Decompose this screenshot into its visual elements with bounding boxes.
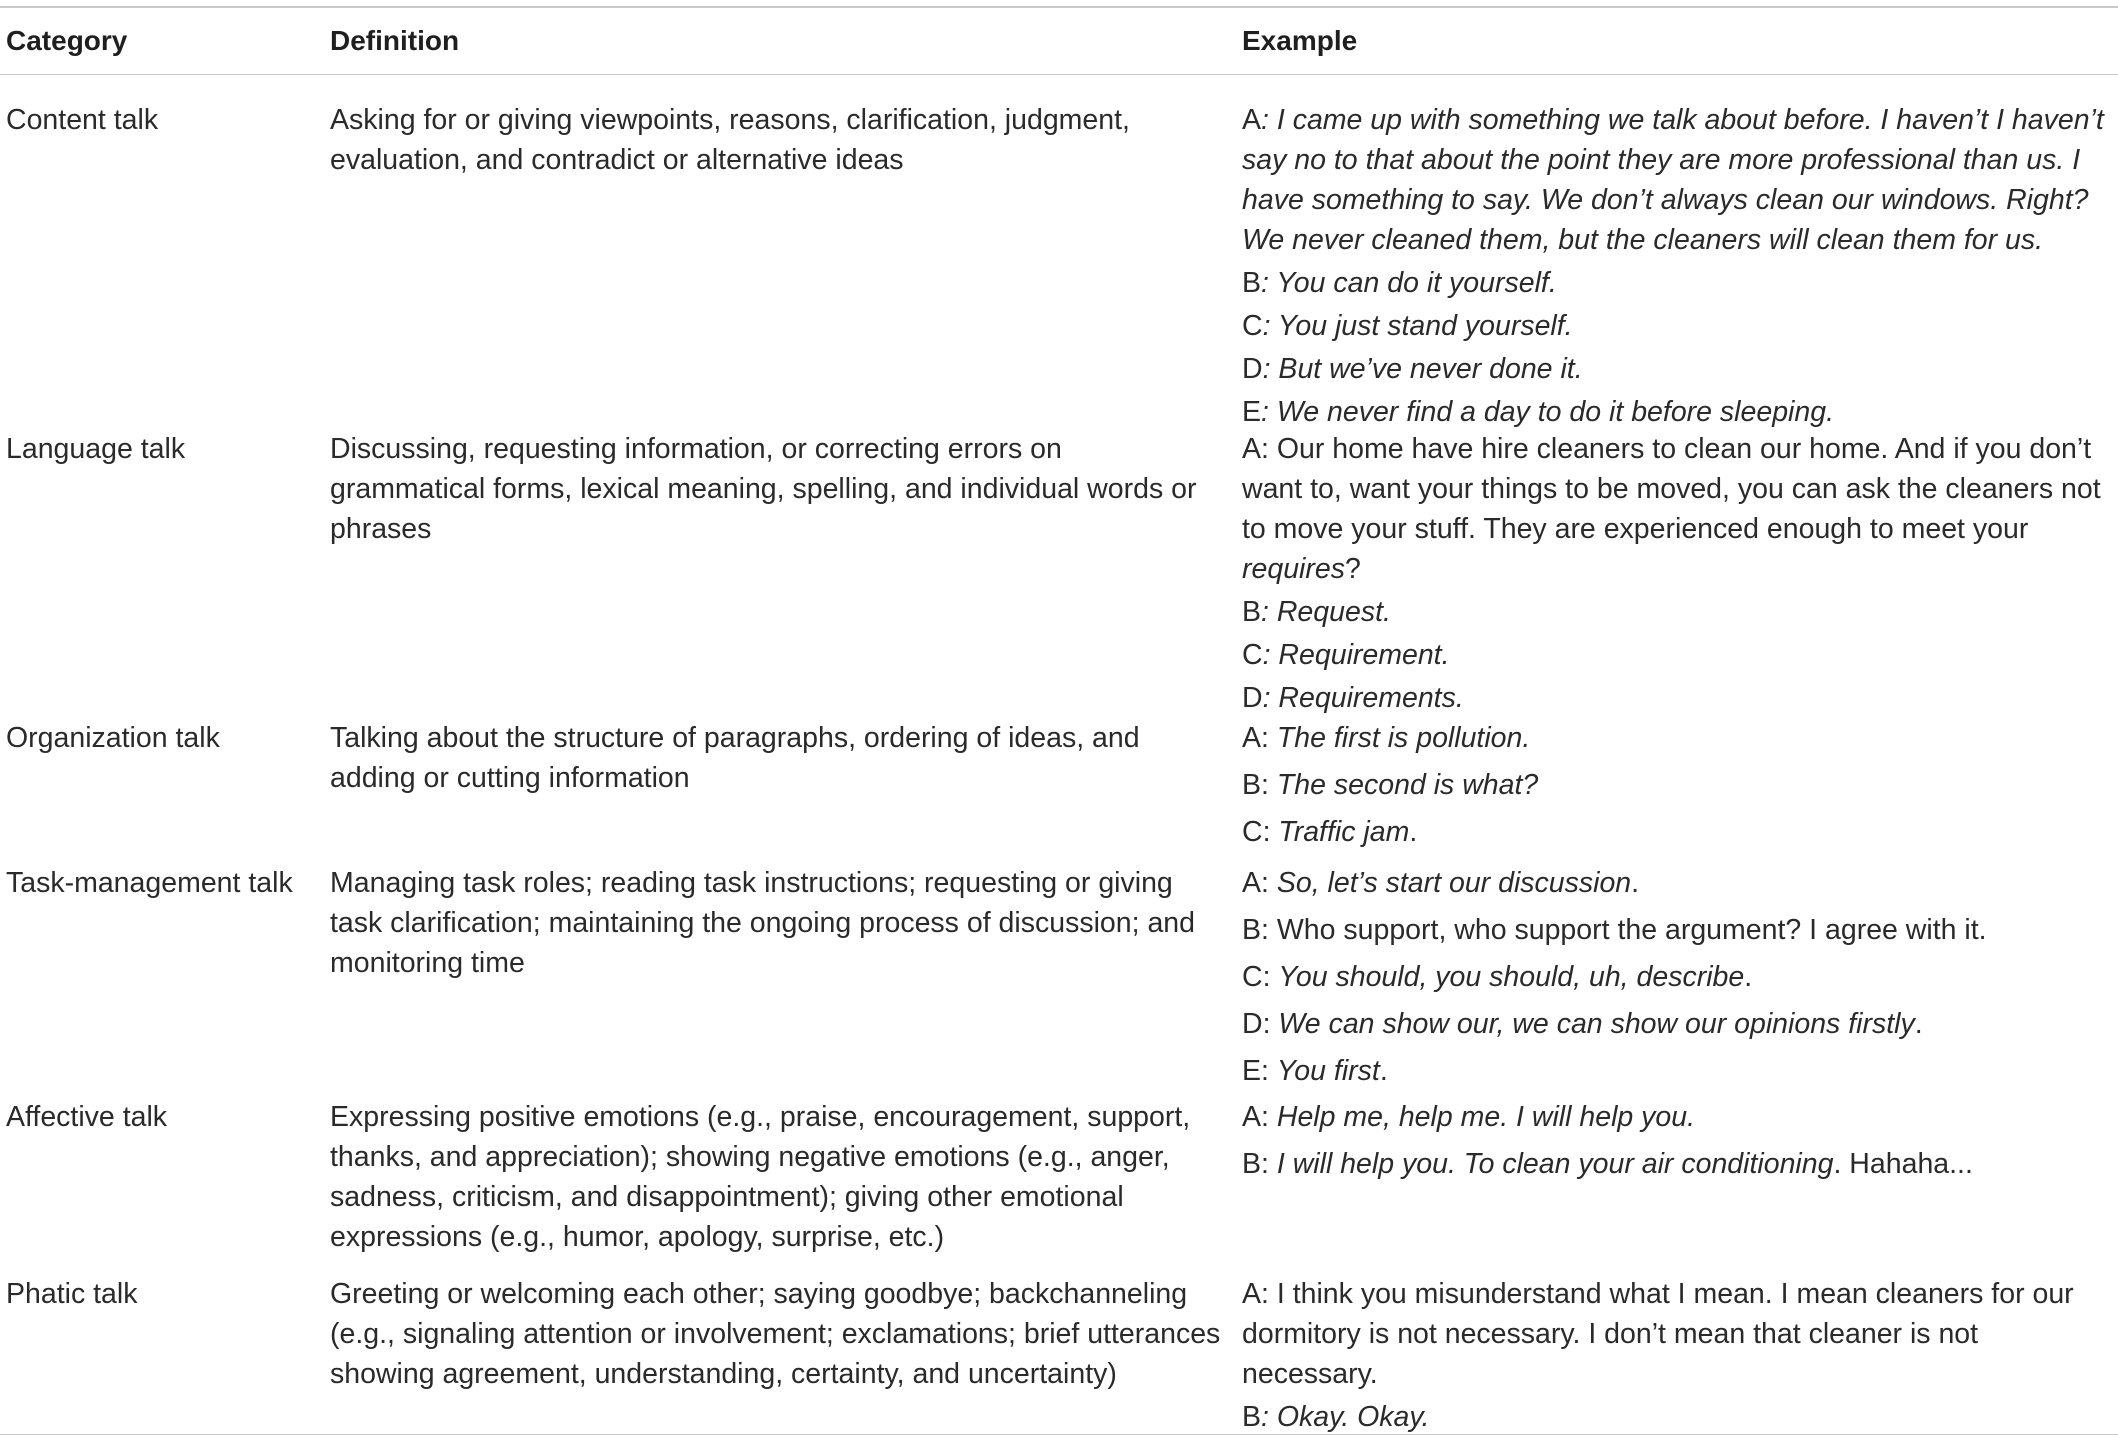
row-example — [1242, 1274, 2118, 1437]
example-line — [1242, 765, 2114, 805]
row-category: Phatic talk — [6, 1278, 138, 1310]
example-line — [1242, 306, 2114, 346]
utterance: I will help you. To clean your air conditioning — [1276, 1148, 1834, 1180]
utterance: You should, you should, uh, describe — [1278, 961, 1745, 993]
example-line — [1242, 100, 2114, 260]
example-line — [1242, 957, 2114, 997]
utterance-tail: ? — [1344, 553, 1361, 585]
utterance-tail: . — [1409, 816, 1418, 848]
speaker-label: C: — [1242, 961, 1279, 993]
row-category: Task-management talk — [6, 867, 293, 899]
utterance: We can show our, we can show our opinions firstly — [1278, 1008, 1915, 1040]
utterance: I think you misunderstand what I mean. I mean cleaners for our dormitory is not necessary. I don’t mean that cleaner is not necessary. — [1242, 1278, 2074, 1390]
utterance: : Requirement. — [1262, 639, 1450, 671]
utterance: : Okay. Okay. — [1261, 1401, 1430, 1433]
speaker-label: B: — [1242, 1148, 1277, 1180]
table-row — [0, 718, 2118, 853]
utterance: Help me, help me. I will help you. — [1276, 1101, 1696, 1133]
utterance: Traffic jam — [1278, 816, 1410, 848]
row-definition: Greeting or welcoming each other; saying goodbye; backchanneling (e.g., signaling attention or involvement; exclamations; brief utterances showing agreement, understanding, certainty, and uncertainty) — [330, 1278, 1221, 1390]
row-category: Affective talk — [6, 1101, 168, 1133]
utterance-tail: . Hahaha... — [1833, 1148, 1973, 1180]
speaker-label: A — [1242, 104, 1262, 136]
utterance: : We never find a day to do it before sleeping. — [1261, 396, 1835, 428]
speaker-label: D — [1242, 353, 1263, 385]
table-row — [0, 1274, 2118, 1434]
example-line — [1242, 429, 2114, 589]
example-line — [1242, 678, 2114, 718]
speaker-label: B: — [1242, 914, 1277, 946]
speaker-label: D — [1242, 682, 1263, 714]
speaker-label: C: — [1242, 816, 1279, 848]
example-line — [1242, 1051, 2114, 1091]
example-line — [1242, 1274, 2114, 1394]
example-line — [1242, 392, 2114, 432]
example-line — [1242, 349, 2114, 389]
utterance: So, let’s start our discussion — [1276, 867, 1632, 899]
example-line — [1242, 1004, 2114, 1044]
utterance: : Requirements. — [1262, 682, 1464, 714]
utterance: The first is pollution. — [1276, 722, 1531, 754]
speaker-label: B — [1242, 596, 1262, 628]
speaker-label: E — [1242, 396, 1262, 428]
example-line — [1242, 812, 2114, 852]
example-line — [1242, 1144, 2114, 1184]
row-definition: Talking about the structure of paragraphs, ordering of ideas, and adding or cutting information — [330, 722, 1140, 794]
utterance: : I came up with something we talk about before. I haven’t I haven’t say no to that about the point they are more professional than us. I have something to say. We don’t always clean our windows. Right? We never cleaned them, but the cleaners will clean them for us. — [1242, 104, 2104, 256]
example-line — [1242, 592, 2114, 632]
row-example — [1242, 1097, 2118, 1184]
header-definition: Definition — [330, 25, 460, 56]
utterance-italic: requires — [1242, 553, 1345, 585]
row-example — [1242, 718, 2118, 852]
row-category: Organization talk — [6, 722, 220, 754]
utterance: You first — [1276, 1055, 1380, 1087]
utterance-tail: . — [1744, 961, 1753, 993]
utterance: : But we’ve never done it. — [1262, 353, 1583, 385]
data-table — [0, 6, 2118, 1435]
speaker-label: A: — [1242, 1101, 1277, 1133]
utterance-tail: . — [1379, 1055, 1388, 1087]
row-definition: Expressing positive emotions (e.g., praise, encouragement, support, thanks, and appreciation); showing negative emotions (e.g., anger, sadness, criticism, and disappointment); giving other emotional expressions (e.g., humor, apology, surprise, etc.) — [330, 1101, 1191, 1253]
utterance: The second is what? — [1276, 769, 1539, 801]
row-definition: Asking for or giving viewpoints, reasons, clarification, judgment, evaluation, and contradict or alternative ideas — [330, 104, 1130, 176]
speaker-label: D: — [1242, 1008, 1279, 1040]
speaker-label: A: — [1242, 722, 1277, 754]
utterance: : You just stand yourself. — [1262, 310, 1573, 342]
example-line — [1242, 910, 2114, 950]
row-category: Content talk — [6, 104, 159, 136]
row-example — [1242, 429, 2118, 718]
table-row — [0, 1097, 2118, 1264]
utterance: : Request. — [1261, 596, 1391, 628]
row-definition: Managing task roles; reading task instructions; requesting or giving task clarification; maintaining the ongoing process of discussion; and monitoring time — [330, 867, 1195, 979]
example-line — [1242, 1397, 2114, 1437]
speaker-label: E: — [1242, 1055, 1277, 1087]
row-example — [1242, 100, 2118, 432]
speaker-label: A: — [1242, 1278, 1277, 1310]
header-example: Example — [1242, 25, 1358, 56]
utterance-tail: . — [1914, 1008, 1923, 1040]
speaker-label: A: — [1242, 867, 1277, 899]
table-row — [0, 100, 2118, 428]
example-line — [1242, 1097, 2114, 1137]
utterance: : You can do it yourself. — [1261, 267, 1557, 299]
table-row — [0, 429, 2118, 714]
header-category: Category — [6, 25, 128, 56]
example-line — [1242, 263, 2114, 303]
utterance: : Our home have hire cleaners to clean our home. And if you don’t want to, want your things to be moved, you can ask the cleaners not to move your stuff. They are experienced enough to meet your — [1242, 433, 2101, 545]
speaker-label: B: — [1242, 769, 1277, 801]
example-line — [1242, 635, 2114, 675]
row-category: Language talk — [6, 433, 186, 465]
example-line — [1242, 863, 2114, 903]
utterance: Who support, who support the argument? I agree with it. — [1276, 914, 1987, 946]
speaker-label: C — [1242, 639, 1263, 671]
row-definition: Discussing, requesting information, or correcting errors on grammatical forms, lexical meaning, spelling, and individual words or phrases — [330, 433, 1197, 545]
speaker-label: A — [1242, 433, 1262, 465]
utterance-tail: . — [1631, 867, 1640, 899]
header-rule — [0, 74, 2118, 75]
speaker-label: B — [1242, 1401, 1262, 1433]
speaker-label: B — [1242, 267, 1262, 299]
example-line — [1242, 718, 2114, 758]
table-header — [0, 8, 2118, 74]
table-row — [0, 863, 2118, 1087]
speaker-label: C — [1242, 310, 1263, 342]
row-example — [1242, 863, 2118, 1091]
